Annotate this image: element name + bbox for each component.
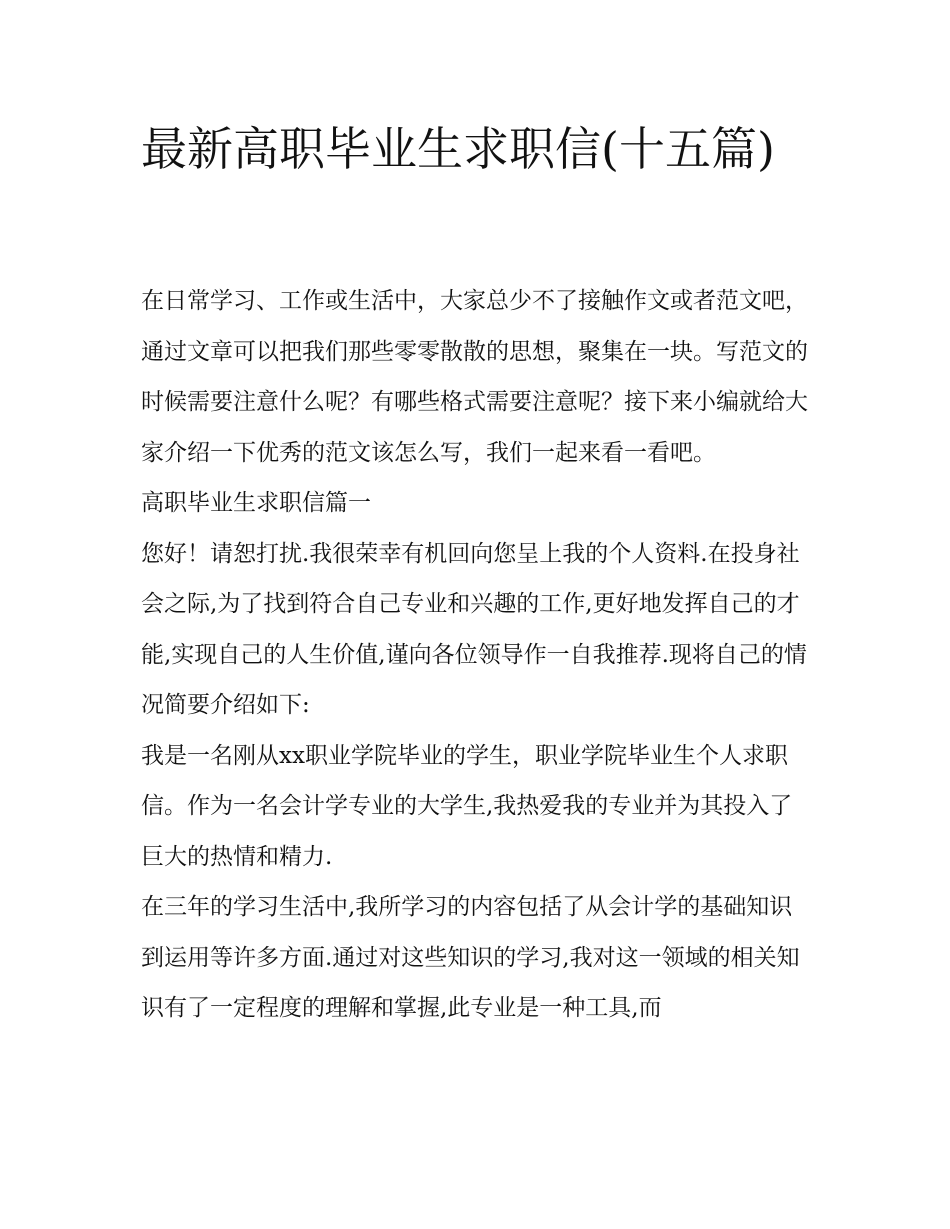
body-paragraph: 在三年的学习生活中,我所学习的内容包括了从会计学的基础知识到运用等许多方面.通过对这些知识的学习,我对这一领域的相关知识有了一定程度的理解和掌握,此专业是一种工具,而 xyxy=(141,894,800,1021)
body-paragraph: 您好！请恕打扰.我很荣幸有机回向您呈上我的个人资料.在投身社会之际,为了找到符合自己专业和兴趣的工作,更好地发挥自己的才能,实现自己的人生价值,谨向各位领导作一自我推荐.现将自己的情况简要介绍如下: xyxy=(141,540,807,718)
intro-paragraph: 在日常学习、工作或生活中，大家总少不了接触作文或者范文吧，通过文章可以把我们那些零零散散的思想，聚集在一块。写范文的时候需要注意什么呢？有哪些格式需要注意呢？接下来小编就给大家介绍一下优秀的范文该怎么写，我们一起来看一看吧。 xyxy=(141,288,808,466)
document-body xyxy=(141,276,813,1034)
section-heading: 高职毕业生求职信篇一 xyxy=(141,490,371,516)
document-title: 最新高职毕业生求职信(十五篇) xyxy=(141,122,775,176)
body-paragraph: 我是一名刚从xx职业学院毕业的学生，职业学院毕业生个人求职信。作为一名会计学专业的大学生,我热爱我的专业并为其投入了巨大的热情和精力. xyxy=(141,742,793,870)
